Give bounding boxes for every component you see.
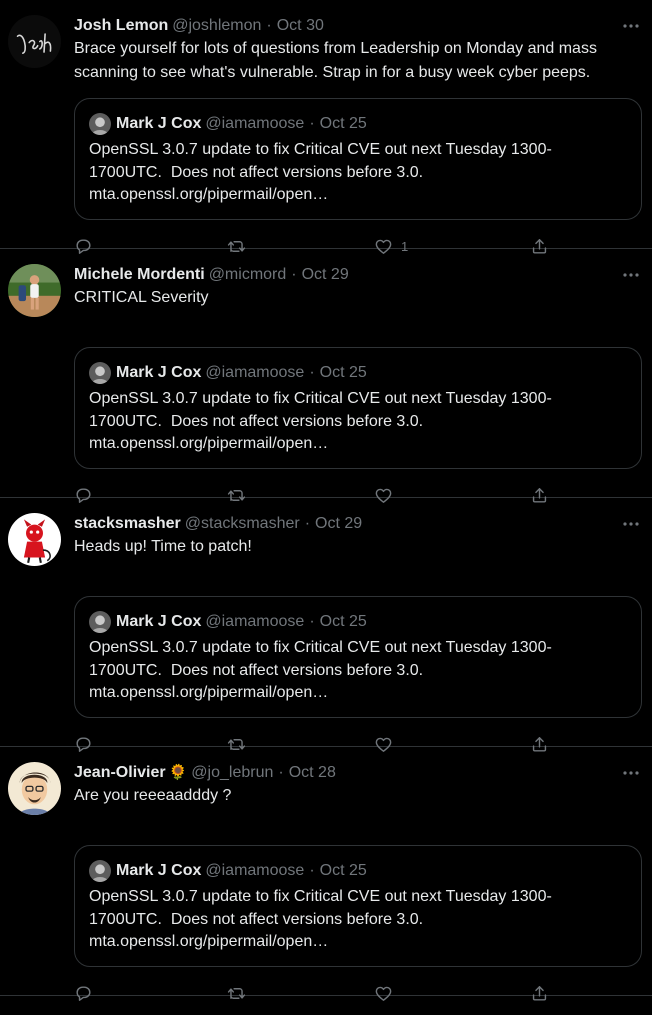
quoted-avatar	[89, 362, 111, 384]
quoted-tweet-text	[89, 139, 619, 207]
quoted-tweet-header	[89, 362, 367, 384]
quoted-date: Oct 25	[319, 115, 367, 132]
quoted-date: Oct 25	[319, 862, 367, 879]
author-handle[interactable]: @stacksmasher	[184, 515, 300, 532]
quoted-author-handle: @iamamoose	[205, 613, 305, 630]
separator-dot: ·	[304, 515, 311, 532]
quoted-link[interactable]: mta.openssl.org/pipermail/open…	[89, 933, 329, 950]
quoted-link[interactable]: mta.openssl.org/pipermail/open…	[89, 684, 329, 701]
author-name[interactable]: Michele Mordenti	[74, 266, 205, 283]
quoted-link[interactable]: mta.openssl.org/pipermail/open…	[89, 186, 329, 203]
quoted-author-name: Mark J Cox	[116, 862, 202, 879]
more-icon[interactable]	[622, 15, 640, 37]
author-name[interactable]: Jean-Olivier	[74, 764, 166, 781]
quoted-author-name: Mark J Cox	[116, 115, 202, 132]
share-button[interactable]	[530, 982, 549, 1004]
avatar[interactable]	[8, 15, 61, 68]
quoted-avatar	[89, 113, 111, 135]
share-icon	[530, 984, 549, 1003]
avatar[interactable]	[8, 513, 61, 566]
tweet-date[interactable]: Oct 28	[288, 764, 336, 781]
tweet-header	[74, 15, 324, 37]
name-emoji: 🌻	[168, 764, 188, 781]
separator-dot: ·	[278, 764, 284, 781]
more-icon[interactable]	[622, 513, 640, 535]
quoted-author-name: Mark J Cox	[116, 364, 202, 381]
separator-dot: ·	[309, 862, 315, 879]
tweet[interactable]	[0, 0, 652, 254]
quoted-text-line: OpenSSL 3.0.7 update to fix Critical CVE out next Tuesday 1300-	[89, 639, 552, 656]
quoted-tweet-text	[89, 886, 619, 954]
like-count: 1	[401, 238, 409, 254]
tweet-date[interactable]: Oct 29	[301, 266, 349, 283]
quoted-tweet[interactable]	[74, 98, 642, 220]
tweet-text: Brace yourself for lots of questions from Leadership on Monday and mass scanning to see what's vulnerable. Strap in for a busy week cyber peeps.	[74, 40, 597, 81]
author-handle[interactable]: @jo_lebrun	[191, 764, 274, 781]
tweet[interactable]	[0, 249, 652, 498]
reply-icon	[74, 984, 93, 1003]
quoted-tweet-text	[89, 637, 619, 705]
quoted-text-line: OpenSSL 3.0.7 update to fix Critical CVE out next Tuesday 1300-	[89, 888, 552, 905]
quoted-date: Oct 25	[319, 613, 367, 630]
more-icon[interactable]	[622, 264, 640, 286]
like-icon	[374, 984, 393, 1003]
quoted-date: Oct 25	[319, 364, 367, 381]
tweet-text: Heads up! Time to patch!	[74, 538, 252, 555]
quoted-text-line: OpenSSL 3.0.7 update to fix Critical CVE out next Tuesday 1300-	[89, 390, 552, 407]
avatar[interactable]	[8, 264, 61, 317]
tweet-text: Are you reeeaadddy ?	[74, 787, 232, 804]
quoted-author-handle: @iamamoose	[205, 115, 305, 132]
tweet-header	[74, 264, 349, 286]
tweet[interactable]	[0, 747, 652, 996]
tweet[interactable]	[0, 498, 652, 747]
quoted-tweet-header	[89, 611, 367, 633]
reply-button[interactable]	[74, 982, 93, 1004]
quoted-tweet[interactable]	[74, 596, 642, 718]
quoted-tweet[interactable]	[74, 845, 642, 967]
quoted-avatar	[89, 860, 111, 882]
quoted-text-line: 1700UTC. Does not affect versions before 3.0.	[89, 412, 424, 430]
quoted-tweet-header	[89, 113, 367, 135]
quoted-tweet[interactable]	[74, 347, 642, 469]
quoted-author-name: Mark J Cox	[116, 613, 202, 630]
avatar[interactable]	[8, 762, 61, 815]
author-name[interactable]: Josh Lemon	[74, 17, 169, 34]
quoted-tweet-header	[89, 860, 367, 882]
author-handle[interactable]: @micmord	[208, 266, 287, 283]
tweet-date[interactable]: Oct 29	[315, 515, 363, 532]
author-handle[interactable]: @joshlemon	[172, 17, 262, 34]
quoted-link[interactable]: mta.openssl.org/pipermail/open…	[89, 435, 329, 452]
quoted-text-line: 1700UTC. Does not affect versions before 3.0.	[89, 661, 424, 679]
separator-dot: ·	[291, 266, 297, 283]
quoted-text-line: 1700UTC. Does not affect versions before 3.0.	[89, 163, 424, 181]
retweet-icon	[226, 984, 247, 1003]
separator-dot: ·	[309, 115, 315, 132]
separator-dot: ·	[309, 364, 315, 381]
quoted-author-handle: @iamamoose	[205, 862, 305, 879]
quoted-tweet-text	[89, 388, 619, 456]
quoted-text-line: OpenSSL 3.0.7 update to fix Critical CVE out next Tuesday 1300-	[89, 141, 552, 158]
quoted-text-line: 1700UTC. Does not affect versions before 3.0.	[89, 910, 424, 928]
author-name[interactable]: stacksmasher	[74, 515, 181, 532]
quoted-avatar	[89, 611, 111, 633]
tweet-header	[74, 513, 362, 535]
tweet-header	[74, 762, 336, 784]
tweet-date[interactable]: Oct 30	[276, 17, 324, 34]
retweet-button[interactable]	[226, 982, 247, 1004]
tweet-text: CRITICAL Severity	[74, 289, 209, 306]
quoted-author-handle: @iamamoose	[205, 364, 305, 381]
separator-dot: ·	[266, 17, 272, 34]
separator-dot: ·	[309, 613, 315, 630]
tweet-actions	[74, 982, 554, 1004]
more-icon[interactable]	[622, 762, 640, 784]
like-button[interactable]	[374, 982, 393, 1004]
